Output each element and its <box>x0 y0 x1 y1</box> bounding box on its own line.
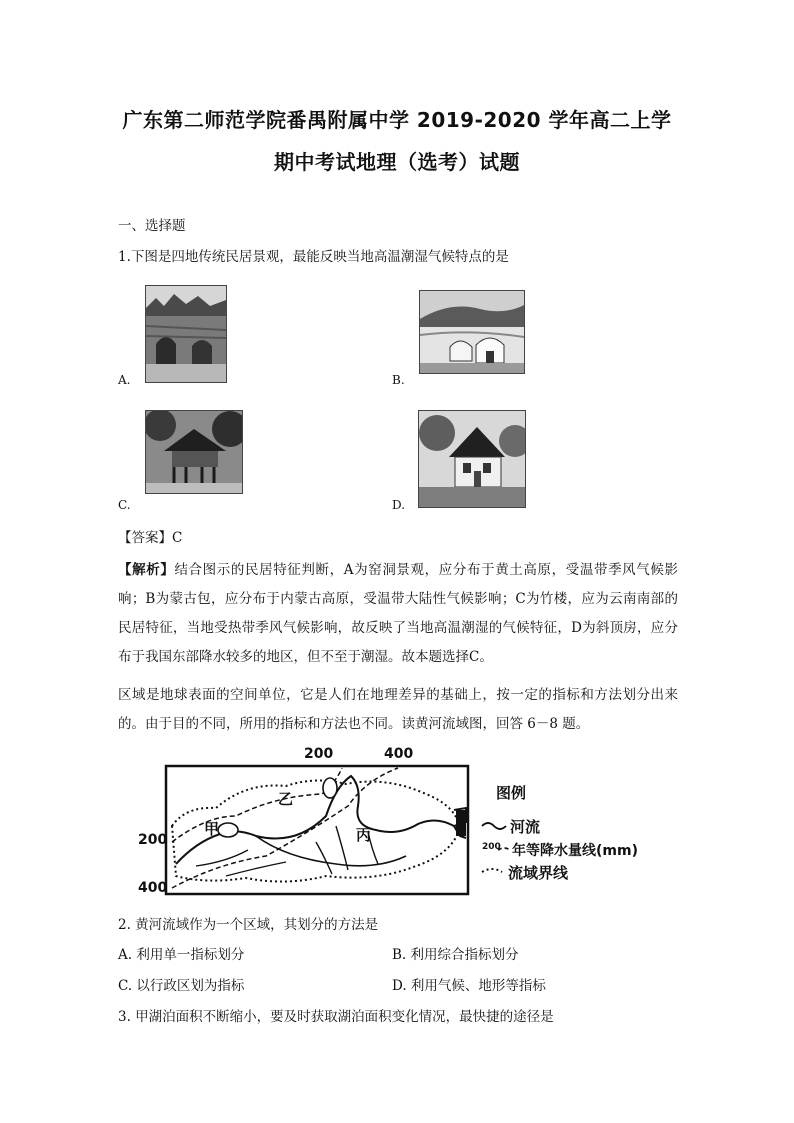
q1-analysis <box>118 556 678 672</box>
q2-stem: 2. 黄河流域作为一个区域，其划分的方法是 <box>118 917 379 933</box>
yellow-river-map <box>136 746 638 898</box>
legend-isoline: 年等降水量线(mm) <box>512 843 638 859</box>
option-b-label: B. <box>392 373 405 387</box>
map-label-jia: 甲 <box>204 820 220 838</box>
section-intro: 区域是地球表面的空间单位，它是人们在地理差异的基础上，按一定的指标和方法划分出来的。由于目的不同，所用的指标和方法也不同。读黄河流域图，回答 6－8 题。 <box>118 687 678 732</box>
legend-river: 河流 <box>510 818 541 836</box>
q2-option-a: A. 利用单一指标划分 <box>118 947 245 963</box>
isoline-400-left: 400 <box>138 880 168 896</box>
page-title-line1: 广东第二师范学院番禺附属中学 2019-2020 学年高二上学 <box>122 108 672 132</box>
legend-isoline-number: 200 <box>482 842 501 852</box>
isoline-200-top: 200 <box>304 746 334 762</box>
photo-c-bamboo-house <box>145 410 243 494</box>
page-title-line2: 期中考试地理（选考）试题 <box>274 150 520 174</box>
q1-answer: 【答案】C <box>118 530 183 546</box>
legend-title: 图例 <box>496 784 527 802</box>
analysis-body: 结合图示的民居特征判断，A为窑洞景观，应分布于黄土高原，受温带季风气候影响；B为蒙古包，应分布于内蒙古高原，受温带大陆性气候影响；C为竹楼，应为云南南部的民居特征，当地受热带季风气候影响，故反映了当地高温潮湿的气候特征，D为斜顶房，应分布于我国东部降水较多的地区，但不至于潮湿。故本题选择C。 <box>118 562 678 665</box>
isoline-400-top: 400 <box>384 746 414 762</box>
q1-stem: 1.下图是四地传统民居景观，最能反映当地高温潮湿气候特点的是 <box>118 249 509 265</box>
analysis-head: 【解析】 <box>118 562 175 578</box>
map-label-bing: 丙 <box>356 826 372 844</box>
photo-b-yurt <box>419 290 525 374</box>
q2-option-c: C. 以行政区划为指标 <box>118 978 245 994</box>
legend-boundary: 流域界线 <box>508 864 569 882</box>
q3-stem: 3. 甲湖泊面积不断缩小，要及时获取湖泊面积变化情况，最快捷的途径是 <box>118 1009 554 1025</box>
q2-option-d: D. 利用气候、地形等指标 <box>392 978 546 994</box>
map-label-yi: 乙 <box>278 790 294 808</box>
photo-d-sloped-roof-house <box>418 410 526 508</box>
section-heading: 一、选择题 <box>118 218 186 234</box>
option-c-label: C. <box>118 498 131 512</box>
q2-option-b: B. 利用综合指标划分 <box>392 947 519 963</box>
isoline-200-left: 200 <box>138 832 168 848</box>
photo-a-cave-dwelling <box>145 285 227 383</box>
option-d-label: D. <box>392 498 406 512</box>
option-a-label: A. <box>118 373 131 387</box>
